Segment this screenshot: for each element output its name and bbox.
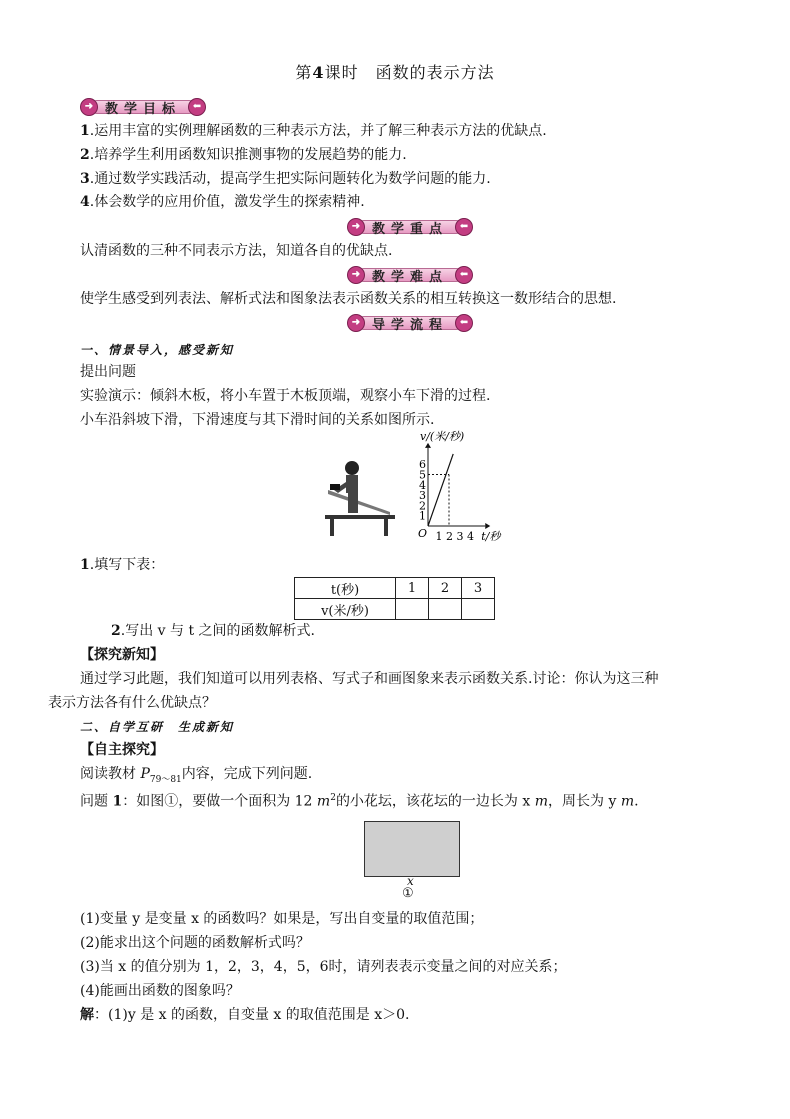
- y-tick-label: 4: [419, 478, 426, 492]
- x-tick-label: 2: [446, 530, 453, 543]
- goal-num: 4: [80, 194, 90, 210]
- difficult-banner: [347, 266, 473, 284]
- explore-heading: 【探究新知】: [80, 647, 164, 663]
- unit-m: m: [316, 793, 331, 810]
- task-1: [80, 555, 164, 575]
- read-pre: 阅读教材: [80, 766, 141, 782]
- y-tick-label: 1: [419, 509, 426, 523]
- x-axis-arrow: [485, 523, 490, 529]
- table-row: [295, 578, 495, 599]
- title-num: 4: [312, 63, 325, 82]
- flow-banner-label: 导学流程: [371, 317, 448, 333]
- y-axis-arrow: [425, 443, 431, 448]
- task-text: .写出 v 与 t 之间的函数解析式.: [120, 623, 315, 639]
- difficult-point-text: 使学生感受到列表法、解析式法和图象法表示函数关系的相互转换这一数形结合的思想.: [80, 291, 617, 307]
- goal-3: [80, 169, 491, 189]
- q-pre: 问题: [80, 793, 113, 810]
- y-tick-label: 5: [419, 468, 426, 482]
- figure-x-label: x: [407, 874, 414, 888]
- goals-banner: [80, 98, 206, 116]
- page-range: 79～81: [149, 774, 182, 785]
- q-text: ：如图①，要做一个面积为 12: [122, 793, 317, 810]
- table-cell-empty[interactable]: [462, 599, 495, 620]
- flow-banner: [347, 314, 473, 332]
- answer-text: ：(1)y 是 x 的函数，自变量 x 的取值范围是 x＞0.: [94, 1007, 410, 1023]
- table-cell: 1: [396, 578, 429, 599]
- origin-label: O: [418, 527, 428, 540]
- table-cell-empty[interactable]: [396, 599, 429, 620]
- goal-text: .通过数学实践活动，提高学生把实际问题转化为数学问题的能力.: [89, 171, 491, 187]
- key-banner-label: 教学重点: [371, 221, 448, 237]
- key-point-text: 认清函数的三种不同表示方法，知道各自的优缺点.: [80, 243, 393, 259]
- difficult-banner-label: 教学难点: [371, 269, 448, 285]
- fill-table: [294, 577, 495, 620]
- table-cell: 2: [429, 578, 462, 599]
- sub-question-2: (2)能求出这个问题的函数解析式吗？: [80, 935, 310, 951]
- arrow-right-icon: ➜: [80, 98, 98, 116]
- sub-question-3: (3)当 x 的值分别为 1，2，3，4，5，6时，请列表表示变量之间的对应关系；: [80, 959, 567, 975]
- flowerbed-rectangle: [364, 821, 460, 877]
- table-row: [295, 599, 495, 620]
- question-1: [80, 788, 639, 812]
- arrow-right-icon: ➜: [347, 314, 365, 332]
- read-post: 内容，完成下列问题.: [181, 766, 313, 782]
- q-end: .: [634, 793, 639, 810]
- intro-line-3: 小车沿斜坡下滑，下滑速度与其下滑时间的关系如图所示.: [80, 412, 435, 428]
- answer-label: 解: [80, 1007, 94, 1023]
- velocity-chart: [418, 430, 502, 543]
- goal-1: [80, 121, 547, 141]
- task-num: 2: [111, 623, 121, 639]
- page-symbol: P: [140, 766, 150, 782]
- unit-m: m: [534, 793, 549, 810]
- self-study-heading: 【自主探究】: [80, 742, 164, 758]
- q-text2: 的小花坛，该花坛的一边长为 x: [335, 793, 535, 810]
- table-cell: t(秒): [295, 578, 396, 599]
- x-tick-label: 1: [435, 530, 443, 543]
- x-tick-label: 4: [467, 530, 474, 543]
- arrow-right-icon: ➜: [347, 218, 365, 236]
- goal-4: [80, 192, 365, 212]
- intro-line-1: 提出问题: [80, 364, 136, 380]
- y-tick-label: 2: [419, 499, 426, 513]
- read-instruction: [80, 764, 312, 790]
- title-rest: 课时 函数的表示方法: [324, 63, 495, 82]
- arrow-left-icon: ⬅: [188, 98, 206, 116]
- arrow-left-icon: ⬅: [455, 218, 473, 236]
- title-prefix: 第: [295, 63, 313, 82]
- figure-number: ①: [402, 886, 414, 901]
- goal-num: 2: [80, 147, 90, 163]
- task-text: .填写下表：: [89, 557, 165, 573]
- arrow-left-icon: ⬅: [455, 266, 473, 284]
- task-num: 1: [80, 557, 90, 573]
- page-title: [0, 60, 790, 83]
- arrow-right-icon: ➜: [347, 266, 365, 284]
- table-cell: 3: [462, 578, 495, 599]
- sub-question-4: (4)能画出函数的图象吗？: [80, 983, 240, 999]
- goal-num: 3: [80, 171, 90, 187]
- y-axis-label: v/(米/秒): [420, 429, 465, 443]
- sub-question-1: (1)变量 y 是变量 x 的函数吗？如果是，写出自变量的取值范围；: [80, 911, 484, 927]
- intro-line-2: 实验演示：倾斜木板，将小车置于木板顶端，观察小车下滑的过程.: [80, 388, 491, 404]
- x-tick-label: 3: [456, 530, 464, 543]
- explore-text-2: 表示方法各有什么优缺点？: [48, 695, 216, 711]
- person-illustration: [325, 461, 395, 536]
- q-text3: ，周长为 y: [548, 793, 621, 810]
- goal-text: .培养学生利用函数知识推测事物的发展趋势的能力.: [89, 147, 407, 163]
- answer: [80, 1005, 409, 1025]
- q-num: 1: [112, 793, 123, 810]
- goal-2: [80, 145, 407, 165]
- task-2: [111, 621, 315, 641]
- section-heading-1: 一、情景导入，感受新知: [80, 343, 235, 357]
- explore-text-1: 通过学习此题，我们知道可以用列表格、写式子和画图象来表示函数关系.讨论：你认为这三种: [80, 671, 659, 687]
- goals-banner-label: 教学目标: [104, 101, 181, 117]
- table-cell-empty[interactable]: [429, 599, 462, 620]
- y-tick-label: 3: [419, 489, 426, 503]
- unit-m: m: [620, 793, 635, 810]
- x-axis-label: t/秒: [481, 530, 501, 543]
- y-tick-label: 6: [419, 458, 426, 472]
- experiment-figure: [320, 429, 520, 544]
- table-cell: v(米/秒): [295, 599, 396, 620]
- unit-sup: 2: [330, 793, 336, 803]
- goal-num: 1: [80, 123, 90, 139]
- goal-text: .体会数学的应用价值，激发学生的探索精神.: [89, 194, 365, 210]
- goal-text: .运用丰富的实例理解函数的三种表示方法，并了解三种表示方法的优缺点.: [89, 123, 547, 139]
- key-banner: [347, 218, 473, 236]
- section-heading-2: 二、自学互研 生成新知: [80, 720, 235, 734]
- arrow-left-icon: ⬅: [455, 314, 473, 332]
